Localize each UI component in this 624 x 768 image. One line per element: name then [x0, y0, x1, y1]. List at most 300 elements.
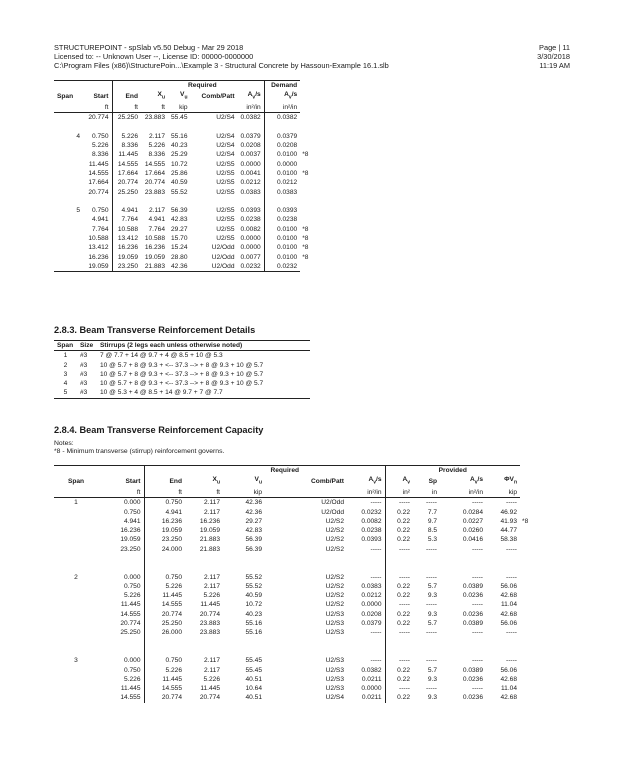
cell-vu: 55.45: [245, 657, 262, 665]
cell-start: 20.774: [88, 188, 109, 196]
cell-span: [54, 600, 98, 609]
table-row: [54, 225, 314, 234]
cell-note: [300, 206, 314, 215]
cell-span: [54, 591, 98, 600]
cell-note: [520, 591, 534, 600]
cell-start: 0.000: [123, 499, 141, 507]
cell-span: 5: [54, 388, 77, 398]
unit-req-avs: in²/in: [347, 488, 385, 498]
cell-av: -----: [385, 656, 413, 665]
unit-xu: ft: [185, 488, 223, 498]
stirrup-details-table: [54, 340, 310, 399]
cell-xu: 21.883: [199, 536, 220, 544]
cell-req-avs: 0.0208: [361, 610, 382, 618]
cell-end: 23.250: [144, 535, 185, 544]
cell-comb: U2/S5: [216, 216, 235, 224]
cell-req-avs: 0.0232: [361, 508, 382, 516]
cell-end: 7.764: [112, 215, 141, 224]
cell-xu: 14.555: [144, 160, 165, 168]
table-row: [54, 600, 534, 609]
cell-start: 19.059: [83, 262, 112, 272]
cell-av: 0.22: [385, 591, 413, 600]
cell-prov-avs: 0.0284: [462, 508, 483, 516]
cell-end: 0.750: [144, 573, 185, 582]
cell-start: 5.226: [91, 142, 109, 150]
cell-req-avs: -----: [370, 629, 382, 637]
unit-phivn: kip: [486, 488, 520, 498]
cell-end: 25.250: [144, 619, 185, 628]
unit-vu: kip: [223, 488, 265, 498]
cell-start: 20.774: [120, 620, 141, 628]
cell-xu: 10.588: [144, 235, 165, 243]
cell-vu: 42.83: [171, 216, 188, 224]
cell-size: #3: [77, 388, 97, 398]
col-vu: $V_u$: [254, 476, 262, 486]
cell-end: 20.774: [144, 693, 185, 702]
cell-xu: 21.883: [199, 545, 220, 553]
cell-note: *8: [302, 151, 309, 159]
cell-end: 11.445: [112, 150, 141, 159]
note-min-stirrup: *8 - Minimum transverse (stirrup) reinforcement governs.: [54, 448, 225, 456]
cell-xu: 8.336: [148, 151, 165, 159]
unit-prov-avs: in²/in: [440, 488, 486, 498]
col-stirrups: Stirrups (2 legs each unless otherwise noted): [97, 341, 310, 351]
cell-req-avs: 0.0383: [240, 188, 261, 196]
cell-comb: U2/S2: [325, 536, 344, 544]
cell-sp: 9.7: [427, 517, 437, 525]
cell-note: [520, 666, 534, 675]
cell-sp: -----: [426, 657, 437, 665]
table-row: [54, 253, 314, 262]
table-row: [54, 628, 534, 637]
table-row: [54, 684, 534, 693]
cell-vu: 15.70: [171, 235, 188, 243]
cell-av: 0.22: [385, 619, 413, 628]
section-title-details: 2.8.3. Beam Transverse Reinforcement Details: [54, 325, 256, 335]
cell-xu: 20.774: [199, 610, 220, 618]
cell-req-avs: 0.0382: [240, 114, 261, 122]
cell-demand-avs: 0.0100: [264, 243, 300, 252]
cell-comb: U2/Odd: [191, 262, 238, 272]
cell-start: 0.750: [123, 508, 141, 516]
cell-start: 0.750: [123, 582, 141, 590]
cell-note: *8: [302, 244, 309, 252]
col-avs: $A_v/s$: [247, 91, 261, 101]
cell-av: -----: [385, 628, 413, 637]
col-xu: $X_u$: [157, 91, 165, 101]
cell-span: [54, 693, 98, 702]
cell-end: 14.555: [144, 600, 185, 609]
cell-note: [300, 188, 314, 197]
cell-comb: U2/S4: [216, 114, 235, 122]
cell-comb: U2/S3: [325, 685, 344, 693]
cell-xu: 23.883: [199, 620, 220, 628]
cell-vu: 55.52: [245, 573, 262, 581]
unit-vu: kip: [168, 103, 191, 113]
col-start: Start: [125, 477, 141, 485]
cell-note: *8: [522, 517, 529, 525]
col-demand-avs: $A_v/s$: [264, 90, 300, 103]
cell-end: 4.941: [144, 508, 185, 517]
col-sp: Sp: [428, 477, 437, 485]
cell-comb: U2/S5: [216, 160, 235, 168]
cell-size: #3: [80, 361, 88, 369]
cell-start: 5.226: [123, 592, 141, 600]
cell-phivn: -----: [506, 573, 517, 581]
spacer-row: [54, 123, 314, 132]
cell-sp: 7.7: [427, 508, 437, 516]
cell-note: *8: [302, 235, 309, 243]
cell-span: [54, 545, 98, 554]
cell-comb: U2/S5: [216, 188, 235, 196]
cell-start: 14.555: [88, 169, 109, 177]
cell-note: [300, 132, 314, 141]
cell-vu: 25.29: [171, 151, 188, 159]
shear-capacity-body: [54, 498, 534, 703]
cell-start: 14.555: [120, 610, 141, 618]
cell-end: 4.941: [112, 206, 141, 215]
cell-span: 3: [63, 370, 68, 378]
table-row: [54, 215, 314, 224]
cell-req-avs: 0.0000: [361, 601, 382, 609]
required-group-header: Required: [141, 81, 264, 91]
cell-end: 11.445: [144, 591, 185, 600]
table-row: [54, 508, 534, 517]
cell-av: 0.22: [385, 535, 413, 544]
cell-prov-avs: 0.0236: [462, 694, 483, 702]
col-xu: $X_u$: [212, 476, 220, 486]
table-row: [54, 188, 314, 197]
cell-start: 0.750: [91, 207, 109, 215]
cell-sp: 5.7: [427, 666, 437, 674]
col-vu: $V_u$: [180, 91, 188, 101]
col-end: End: [112, 90, 141, 103]
cell-span: [54, 234, 83, 243]
file-path-line: C:\Program Files (x86)\StructurePoin...\Example 3 - Structural Concrete by Hassoun-Example 16.1.slb: [54, 61, 389, 70]
report-header-meta: [537, 43, 570, 70]
cell-vu: 55.52: [245, 582, 262, 590]
cell-vu: 40.59: [245, 592, 262, 600]
table-row: [54, 262, 314, 272]
col-prov-avs: $A_v/s$: [469, 476, 483, 486]
cell-av: 0.22: [385, 582, 413, 591]
cell-req-avs: -----: [370, 545, 382, 553]
cell-demand-avs: 0.0383: [264, 188, 300, 197]
cell-av: 0.22: [385, 508, 413, 517]
cell-req-avs: 0.0211: [361, 675, 382, 683]
cell-req-avs: 0.0077: [240, 253, 261, 261]
cell-sp: 5.7: [427, 620, 437, 628]
cell-vu: 10.64: [245, 685, 262, 693]
cell-comb: U2/S2: [325, 517, 344, 525]
cell-start: 16.236: [120, 527, 141, 535]
col-span: Span: [57, 92, 74, 100]
cell-note: [520, 610, 534, 619]
page-number: Page | 11: [539, 43, 570, 52]
cell-av: -----: [385, 573, 413, 582]
cell-span: [54, 684, 98, 693]
spacer-row: [54, 554, 534, 563]
cell-end: 24.000: [144, 545, 185, 554]
cell-phivn: 42.68: [500, 592, 517, 600]
spacer-row: [54, 638, 534, 647]
cell-demand-avs: 0.0393: [264, 206, 300, 215]
report-header: [54, 43, 389, 70]
cell-span: [54, 188, 83, 197]
cell-sp: -----: [426, 601, 437, 609]
cell-end: 5.226: [144, 666, 185, 675]
cell-vu: 55.16: [245, 629, 262, 637]
cell-comb: U2/S2: [325, 527, 344, 535]
cell-note: [520, 582, 534, 591]
unit-xu: ft: [141, 103, 168, 113]
cell-req-avs: 0.0000: [240, 235, 261, 243]
col-size: Size: [77, 341, 97, 351]
cell-end: 5.226: [144, 582, 185, 591]
cell-span: 1: [74, 499, 78, 507]
cell-size: #3: [80, 370, 88, 378]
cell-req-avs: 0.0238: [240, 216, 261, 224]
cell-start: 23.250: [120, 545, 141, 553]
cell-req-avs: 0.0238: [361, 527, 382, 535]
cell-end: 17.664: [112, 169, 141, 178]
cell-note: [520, 600, 534, 609]
unit-demand-avs: in²/in: [264, 103, 300, 113]
cell-start: 17.664: [88, 179, 109, 187]
shear-demand-table: [54, 80, 314, 272]
cell-req-avs: 0.0000: [240, 160, 261, 168]
cell-xu: 2.117: [148, 207, 165, 215]
cell-sp: 9.3: [427, 694, 437, 702]
cell-vu: 28.80: [171, 253, 188, 261]
cell-xu: 19.059: [199, 527, 220, 535]
spacer-row: [54, 647, 534, 656]
cell-av: -----: [385, 545, 413, 554]
cell-vu: 56.39: [245, 545, 262, 553]
cell-phivn: -----: [506, 499, 517, 507]
cell-span: [54, 169, 83, 178]
cell-prov-avs: 0.0389: [462, 620, 483, 628]
cell-phivn: 42.68: [500, 610, 517, 618]
cell-xu: 2.117: [148, 132, 165, 140]
cell-xu: 21.883: [141, 262, 168, 272]
cell-span: [54, 253, 83, 262]
cell-end: 8.336: [112, 141, 141, 150]
cell-req-avs: 0.0232: [238, 262, 265, 272]
col-end: End: [144, 475, 185, 488]
cell-start: 25.250: [120, 629, 141, 637]
cell-vu: 10.72: [245, 601, 262, 609]
cell-prov-avs: -----: [472, 601, 483, 609]
cell-span: [54, 215, 83, 224]
unit-av: in²: [385, 488, 413, 498]
cell-xu: 20.774: [144, 179, 165, 187]
cell-note: [300, 113, 314, 123]
notes: [54, 440, 224, 457]
cell-xu: 16.236: [199, 517, 220, 525]
table-row: [54, 379, 310, 388]
spacer-row: [54, 197, 314, 206]
cell-note: [300, 160, 314, 169]
cell-vu: 56.39: [245, 536, 262, 544]
cell-sp: -----: [426, 545, 437, 553]
cell-end: 0.750: [144, 498, 185, 508]
cell-req-avs: 0.0000: [361, 685, 382, 693]
cell-span: [54, 262, 83, 272]
cell-xu: 23.883: [144, 114, 165, 122]
cell-end: 16.236: [112, 243, 141, 252]
cell-comb: U2/S3: [325, 629, 344, 637]
cell-vu: 55.52: [171, 188, 188, 196]
cell-end: 10.588: [112, 225, 141, 234]
cell-vu: 15.24: [171, 244, 188, 252]
cell-phivn: -----: [506, 629, 517, 637]
cell-span: [54, 628, 98, 637]
cell-xu: 7.764: [148, 225, 165, 233]
cell-sp: -----: [426, 499, 437, 507]
table-row: [54, 517, 534, 526]
cell-start: 0.000: [123, 573, 141, 581]
cell-req-avs: 0.0208: [240, 142, 261, 150]
cell-xu: 20.774: [199, 694, 220, 702]
cell-req-avs: 0.0041: [240, 169, 261, 177]
cell-comb: U2/S4: [216, 151, 235, 159]
table-row: [54, 388, 310, 398]
cell-xu: 4.941: [148, 216, 165, 224]
cell-demand-avs: 0.0100: [264, 169, 300, 178]
col-phivn: $\Phi V_n$: [504, 476, 517, 486]
cell-comb: U2/Odd: [211, 244, 235, 252]
cell-xu: 23.883: [199, 629, 220, 637]
table-row: [54, 361, 310, 370]
cell-phivn: 46.92: [500, 508, 517, 516]
cell-prov-avs: -----: [472, 629, 483, 637]
cell-prov-avs: 0.0260: [462, 527, 483, 535]
cell-span: 2: [74, 573, 78, 581]
cell-req-avs: 0.0382: [361, 666, 382, 674]
col-req-avs: $A_v/s$: [368, 476, 382, 486]
cell-vu: 55.16: [171, 132, 188, 140]
cell-req-avs: 0.0037: [240, 151, 261, 159]
cell-start: 16.236: [88, 253, 109, 261]
cell-vu: 56.39: [171, 207, 188, 215]
table-row: [54, 150, 314, 159]
cell-sp: 5.7: [427, 582, 437, 590]
cell-start: 10.588: [88, 235, 109, 243]
cell-sp: 5.3: [427, 536, 437, 544]
cell-av: -----: [385, 600, 413, 609]
cell-vu: 55.45: [245, 666, 262, 674]
table-row: [54, 675, 534, 684]
unit-sp: in: [413, 488, 440, 498]
cell-req-avs: 0.0211: [361, 694, 382, 702]
cell-av: 0.22: [385, 693, 413, 702]
cell-demand-avs: 0.0379: [264, 132, 300, 141]
cell-span: [54, 225, 83, 234]
cell-span: [54, 113, 83, 123]
cell-phivn: 44.77: [500, 527, 517, 535]
cell-prov-avs: 0.0236: [462, 675, 483, 683]
cell-comb: U2/Odd: [321, 499, 344, 507]
cell-end: 26.000: [144, 628, 185, 637]
table-row: [54, 582, 534, 591]
table-row: [54, 693, 534, 702]
cell-prov-avs: 0.0227: [462, 517, 483, 525]
cell-sp: -----: [426, 629, 437, 637]
cell-phivn: 41.93: [500, 517, 517, 525]
cell-start: 20.774: [88, 114, 109, 122]
program-line: STRUCTUREPOINT - spSlab v5.50 Debug - Mar 29 2018: [54, 43, 244, 52]
cell-start: 11.445: [88, 160, 109, 168]
cell-req-avs: -----: [370, 499, 382, 507]
cell-xu: 17.664: [144, 169, 165, 177]
cell-xu: 5.226: [203, 675, 220, 683]
cell-sp: -----: [426, 573, 437, 581]
cell-req-avs: 0.0383: [361, 582, 382, 590]
col-av: $A_v$: [385, 475, 413, 488]
cell-note: [300, 141, 314, 150]
cell-sp: 9.3: [427, 592, 437, 600]
cell-end: 19.059: [112, 253, 141, 262]
cell-phivn: 11.04: [500, 685, 517, 693]
cell-comb: U2/S5: [216, 235, 235, 243]
cell-demand-avs: 0.0382: [264, 113, 300, 123]
cell-prov-avs: 0.0389: [462, 666, 483, 674]
cell-prov-avs: -----: [472, 657, 483, 665]
unit-avs: in²/in: [238, 103, 265, 113]
cell-phivn: 58.38: [500, 536, 517, 544]
col-span: Span: [67, 477, 85, 485]
cell-demand-avs: 0.0000: [264, 160, 300, 169]
cell-req-avs: 0.0082: [361, 517, 382, 525]
unit-start: ft: [83, 103, 112, 113]
cell-comb: U2/S3: [325, 620, 344, 628]
cell-end: 23.250: [112, 262, 141, 272]
cell-stirrups: 10 @ 5.7 + 8 @ 9.3 + <-- 37.3 --> + 8 @ 9.3 + 10 @ 5.7: [100, 380, 264, 388]
cell-vu: 40.51: [245, 675, 262, 683]
cell-comb: U2/S5: [216, 169, 235, 177]
cell-phivn: 11.04: [500, 601, 517, 609]
cell-av: 0.22: [385, 517, 413, 526]
cell-span: [54, 675, 98, 684]
cell-vu: 40.23: [171, 142, 188, 150]
cell-xu: 19.059: [144, 253, 165, 261]
cell-comb: U2/S3: [325, 657, 344, 665]
cell-start: 5.226: [123, 675, 141, 683]
cell-end: 13.412: [112, 234, 141, 243]
table-row: [54, 206, 314, 215]
cell-req-avs: 0.0000: [240, 244, 261, 252]
cell-comb: U2/S4: [216, 132, 235, 140]
cell-span: 2: [63, 361, 68, 369]
cell-comb: U2/S2: [325, 545, 344, 553]
cell-xu: 2.117: [203, 582, 220, 590]
cell-vu: 40.51: [245, 694, 262, 702]
cell-vu: 42.36: [245, 499, 262, 507]
cell-note: [520, 675, 534, 684]
cell-av: -----: [385, 684, 413, 693]
cell-comb: U2/S5: [216, 207, 235, 215]
cell-comb: U2/S2: [325, 601, 344, 609]
cell-comb: U2/S3: [325, 666, 344, 674]
cell-demand-avs: 0.0100: [264, 253, 300, 262]
cell-end: 19.059: [144, 526, 185, 535]
cell-span: [54, 141, 83, 150]
cell-vu: 42.36: [245, 508, 262, 516]
cell-span: [54, 582, 98, 591]
cell-comb: U2/S3: [325, 610, 344, 618]
cell-start: 0.750: [91, 132, 109, 140]
